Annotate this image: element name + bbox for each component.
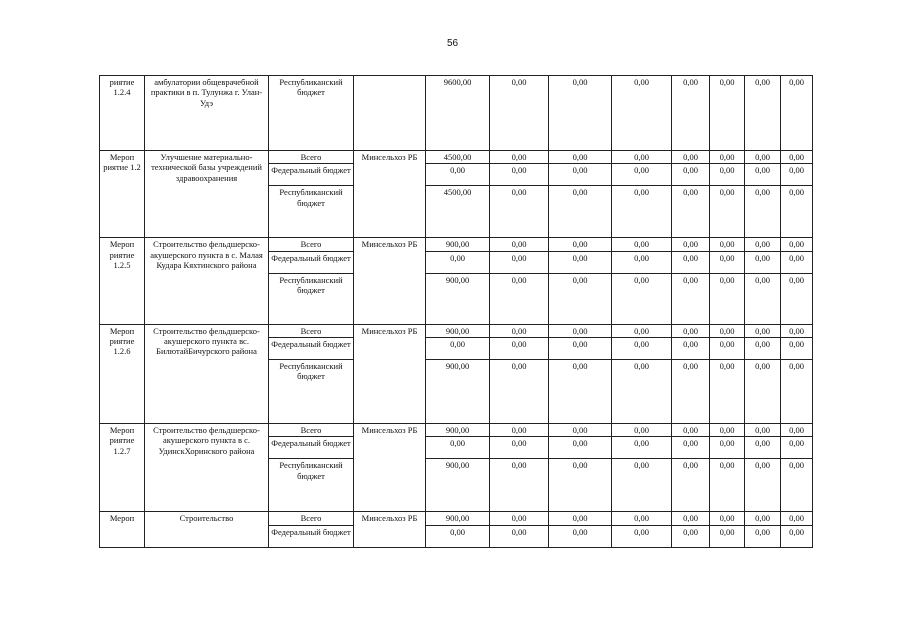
budget-value: 0,00: [781, 512, 813, 525]
budget-value: 0,00: [490, 437, 549, 459]
budget-value: 900,00: [426, 324, 490, 337]
budget-value: 0,00: [781, 251, 813, 273]
budget-value: 0,00: [745, 512, 781, 525]
funding-source: Федеральный бюджет: [269, 164, 354, 186]
funding-source: Федеральный бюджет: [269, 338, 354, 360]
budget-value: 0,00: [672, 251, 710, 273]
measure-name: Строительство фельдшерско-акушерского пункта в с. УдинскХоринского района: [145, 424, 269, 512]
budget-value: 0,00: [781, 164, 813, 186]
budget-value: 4500,00: [426, 151, 490, 164]
budget-value: 0,00: [710, 338, 745, 360]
budget-value: 0,00: [549, 437, 612, 459]
budget-value: 0,00: [710, 251, 745, 273]
budget-value: 900,00: [426, 238, 490, 251]
funding-source: Федеральный бюджет: [269, 251, 354, 273]
budget-value: 0,00: [549, 360, 612, 424]
measure-name: Строительство: [145, 512, 269, 547]
measure-name: Строительство фельдшерско-акушерского пункта в с. Малая Кудара Кяхтинского района: [145, 238, 269, 324]
budget-value: 0,00: [781, 76, 813, 151]
budget-value: 0,00: [710, 151, 745, 164]
budget-value: 0,00: [781, 437, 813, 459]
budget-value: 0,00: [781, 324, 813, 337]
budget-value: 0,00: [612, 251, 672, 273]
budget-value: 0,00: [549, 164, 612, 186]
budget-value: 0,00: [781, 273, 813, 324]
funding-source: Всего: [269, 324, 354, 337]
budget-value: 0,00: [672, 512, 710, 525]
funding-source: Республиканский бюджет: [269, 459, 354, 512]
executor: Минсельхоз РБ: [354, 238, 426, 324]
budget-value: 0,00: [710, 164, 745, 186]
budget-value: 900,00: [426, 459, 490, 512]
funding-source: Федеральный бюджет: [269, 437, 354, 459]
budget-value: 0,00: [745, 238, 781, 251]
budget-value: 0,00: [672, 360, 710, 424]
budget-value: 0,00: [781, 459, 813, 512]
budget-value: 0,00: [672, 151, 710, 164]
budget-value: 0,00: [490, 251, 549, 273]
budget-value: 0,00: [745, 273, 781, 324]
measure-code: Мероп риятие 1.2.6: [100, 324, 145, 423]
funding-source: Республиканский бюджет: [269, 186, 354, 238]
funding-source: Республиканский бюджет: [269, 76, 354, 151]
executor: Минсельхоз РБ: [354, 324, 426, 423]
budget-value: 0,00: [745, 164, 781, 186]
budget-value: 0,00: [710, 525, 745, 547]
measure-code: Мероп риятие 1.2.5: [100, 238, 145, 324]
budget-value: 0,00: [745, 324, 781, 337]
executor: [354, 76, 426, 151]
budget-value: 0,00: [549, 324, 612, 337]
budget-value: 0,00: [672, 273, 710, 324]
budget-value: 0,00: [490, 324, 549, 337]
budget-value: 0,00: [426, 251, 490, 273]
budget-value: 0,00: [710, 512, 745, 525]
budget-value: 0,00: [612, 525, 672, 547]
budget-value: 0,00: [490, 360, 549, 424]
budget-value: 0,00: [490, 238, 549, 251]
executor: Минсельхоз РБ: [354, 424, 426, 512]
budget-value: 0,00: [710, 424, 745, 437]
measure-code: Мероп риятие 1.2.7: [100, 424, 145, 512]
budget-value: 0,00: [745, 424, 781, 437]
funding-source: Федеральный бюджет: [269, 525, 354, 547]
budget-value: 0,00: [549, 459, 612, 512]
budget-value: 0,00: [710, 186, 745, 238]
table-row: [100, 151, 813, 164]
budget-value: 900,00: [426, 360, 490, 424]
table-row: [100, 324, 813, 337]
budget-value: 0,00: [490, 338, 549, 360]
budget-value: 0,00: [549, 273, 612, 324]
budget-value: 0,00: [612, 338, 672, 360]
budget-value: 900,00: [426, 424, 490, 437]
budget-value: 0,00: [745, 76, 781, 151]
table-row: [100, 76, 813, 151]
budget-value: 0,00: [745, 186, 781, 238]
funding-source: Республиканский бюджет: [269, 273, 354, 324]
measure-name: Строительство фельдшерско-акушерского пункта вс. БилютайБичурского района: [145, 324, 269, 423]
budget-value: 0,00: [672, 424, 710, 437]
budget-value: 0,00: [710, 360, 745, 424]
budget-value: 0,00: [490, 76, 549, 151]
budget-value: 0,00: [612, 186, 672, 238]
budget-value: 0,00: [612, 76, 672, 151]
budget-value: 0,00: [490, 459, 549, 512]
budget-table: [99, 75, 813, 548]
budget-value: 0,00: [426, 525, 490, 547]
budget-value: 0,00: [672, 164, 710, 186]
budget-value: 0,00: [710, 437, 745, 459]
budget-value: 0,00: [745, 437, 781, 459]
budget-value: 0,00: [549, 512, 612, 525]
budget-value: 0,00: [549, 238, 612, 251]
funding-source: Всего: [269, 238, 354, 251]
budget-value: 0,00: [745, 525, 781, 547]
budget-value: 0,00: [612, 238, 672, 251]
budget-value: 0,00: [490, 151, 549, 164]
funding-source: Всего: [269, 151, 354, 164]
measure-code: Мероп: [100, 512, 145, 547]
table-row: [100, 238, 813, 251]
budget-value: 0,00: [781, 238, 813, 251]
budget-value: 0,00: [612, 424, 672, 437]
executor: Минсельхоз РБ: [354, 151, 426, 238]
budget-value: 0,00: [612, 512, 672, 525]
budget-value: 0,00: [710, 273, 745, 324]
budget-value: 0,00: [745, 360, 781, 424]
budget-value: 0,00: [672, 324, 710, 337]
page-number: 56: [446, 38, 459, 49]
budget-value: 0,00: [672, 186, 710, 238]
budget-value: 0,00: [672, 338, 710, 360]
budget-value: 0,00: [426, 437, 490, 459]
budget-value: 0,00: [612, 151, 672, 164]
budget-value: 0,00: [781, 525, 813, 547]
table-row: [100, 424, 813, 437]
budget-value: 0,00: [490, 186, 549, 238]
budget-value: 0,00: [710, 76, 745, 151]
measure-name: Улучшение материально-технической базы учреждений здравоохранения: [145, 151, 269, 238]
budget-value: 0,00: [549, 424, 612, 437]
measure-code: риятие 1.2.4: [100, 76, 145, 151]
budget-value: 0,00: [745, 338, 781, 360]
budget-value: 0,00: [745, 151, 781, 164]
budget-value: 0,00: [549, 186, 612, 238]
budget-value: 0,00: [612, 360, 672, 424]
budget-value: 0,00: [549, 251, 612, 273]
budget-value: 0,00: [549, 525, 612, 547]
budget-value: 0,00: [781, 424, 813, 437]
budget-value: 0,00: [490, 512, 549, 525]
budget-value: 0,00: [549, 338, 612, 360]
budget-value: 0,00: [781, 151, 813, 164]
budget-value: 0,00: [426, 164, 490, 186]
measure-name: амбулатории общеврачебной практики в п. Тулунжа г. Улан-Удэ: [145, 76, 269, 151]
budget-value: 0,00: [745, 459, 781, 512]
budget-value: 4500,00: [426, 186, 490, 238]
budget-value: 0,00: [490, 273, 549, 324]
budget-value: 0,00: [781, 186, 813, 238]
budget-value: 0,00: [490, 164, 549, 186]
budget-value: 0,00: [781, 338, 813, 360]
measure-code: Мероп риятие 1.2: [100, 151, 145, 238]
budget-value: 0,00: [612, 164, 672, 186]
budget-value: 0,00: [710, 238, 745, 251]
budget-value: 9600,00: [426, 76, 490, 151]
budget-value: 0,00: [672, 238, 710, 251]
funding-source: Всего: [269, 424, 354, 437]
budget-value: 0,00: [612, 459, 672, 512]
funding-source: Всего: [269, 512, 354, 525]
budget-value: 0,00: [672, 459, 710, 512]
budget-value: 0,00: [549, 151, 612, 164]
budget-value: 0,00: [612, 273, 672, 324]
budget-value: 0,00: [490, 525, 549, 547]
budget-value: 900,00: [426, 273, 490, 324]
budget-value: 0,00: [612, 437, 672, 459]
budget-value: 0,00: [710, 324, 745, 337]
budget-value: 0,00: [781, 360, 813, 424]
table-row: [100, 512, 813, 525]
funding-source: Республиканский бюджет: [269, 360, 354, 424]
executor: Минсельхоз РБ: [354, 512, 426, 547]
budget-value: 0,00: [672, 525, 710, 547]
budget-value: 900,00: [426, 512, 490, 525]
budget-value: 0,00: [490, 424, 549, 437]
budget-value: 0,00: [745, 251, 781, 273]
budget-value: 0,00: [549, 76, 612, 151]
budget-value: 0,00: [672, 76, 710, 151]
budget-value: 0,00: [426, 338, 490, 360]
budget-value: 0,00: [710, 459, 745, 512]
budget-value: 0,00: [612, 324, 672, 337]
budget-value: 0,00: [672, 437, 710, 459]
